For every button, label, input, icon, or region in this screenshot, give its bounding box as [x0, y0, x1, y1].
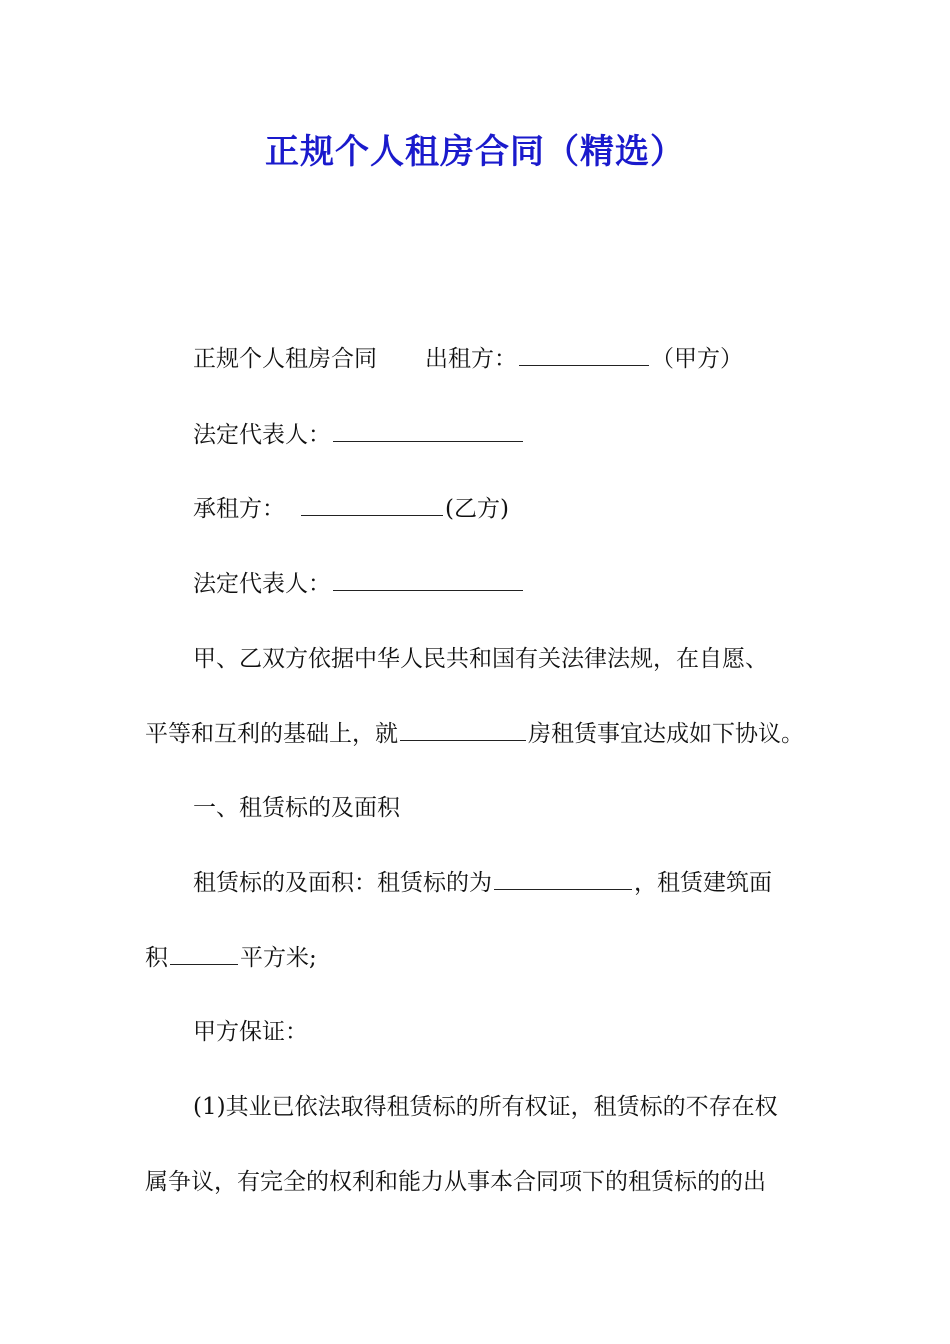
- body-text: 甲方保证：: [193, 1019, 308, 1045]
- body-text: ，租赁建筑面: [634, 870, 772, 896]
- legal-rep-a-blank[interactable]: [333, 419, 523, 442]
- paragraph-line: [193, 642, 873, 676]
- body-text: 平等和互利的基础上，就: [145, 721, 398, 747]
- premises-blank[interactable]: [400, 718, 526, 741]
- legal-rep-label: 法定代表人：: [193, 571, 331, 597]
- lessee-blank[interactable]: [301, 493, 443, 516]
- party-b-label: (乙方): [445, 496, 509, 522]
- lessee-label: 承租方：: [193, 496, 285, 522]
- body-text: 平方米;: [240, 945, 317, 971]
- section-heading-text: 一、租赁标的及面积: [193, 795, 400, 821]
- body-text: 租赁标的及面积：租赁标的为: [193, 870, 492, 896]
- paragraph-line: [193, 1090, 873, 1124]
- lessor-blank[interactable]: [519, 343, 649, 366]
- body-text: 积: [145, 945, 168, 971]
- paragraph-line: [145, 717, 825, 751]
- paragraph-line: [193, 1015, 873, 1049]
- section-heading: [193, 791, 873, 825]
- area-blank[interactable]: [170, 942, 238, 965]
- subject-blank[interactable]: [494, 867, 632, 890]
- paragraph-line-lessee: [193, 492, 873, 526]
- document-title: 正规个人租房合同（精选）: [265, 132, 685, 172]
- paragraph-line: [193, 866, 873, 900]
- legal-rep-b-blank[interactable]: [333, 568, 523, 591]
- paragraph-line-legal-rep-b: [193, 567, 873, 601]
- legal-rep-label: 法定代表人：: [193, 422, 331, 448]
- paragraph-line: [145, 1165, 825, 1199]
- body-text: 房租赁事宜达成如下协议。: [528, 721, 804, 747]
- body-text: 甲、乙双方依据中华人民共和国有关法律法规，在自愿、: [193, 646, 768, 672]
- paragraph-line: [145, 941, 825, 975]
- paragraph-line-legal-rep-a: [193, 418, 873, 452]
- party-a-label: （甲方）: [651, 346, 743, 372]
- contract-heading-inline: 正规个人租房合同: [193, 346, 377, 372]
- lessor-label: 出租方：: [425, 346, 517, 372]
- paragraph-line-lessor: [193, 342, 873, 376]
- body-text: (1)其业已依法取得租赁标的所有权证，租赁标的不存在权: [193, 1094, 778, 1120]
- body-text: 属争议，有完全的权利和能力从事本合同项下的租赁标的的出: [145, 1169, 766, 1195]
